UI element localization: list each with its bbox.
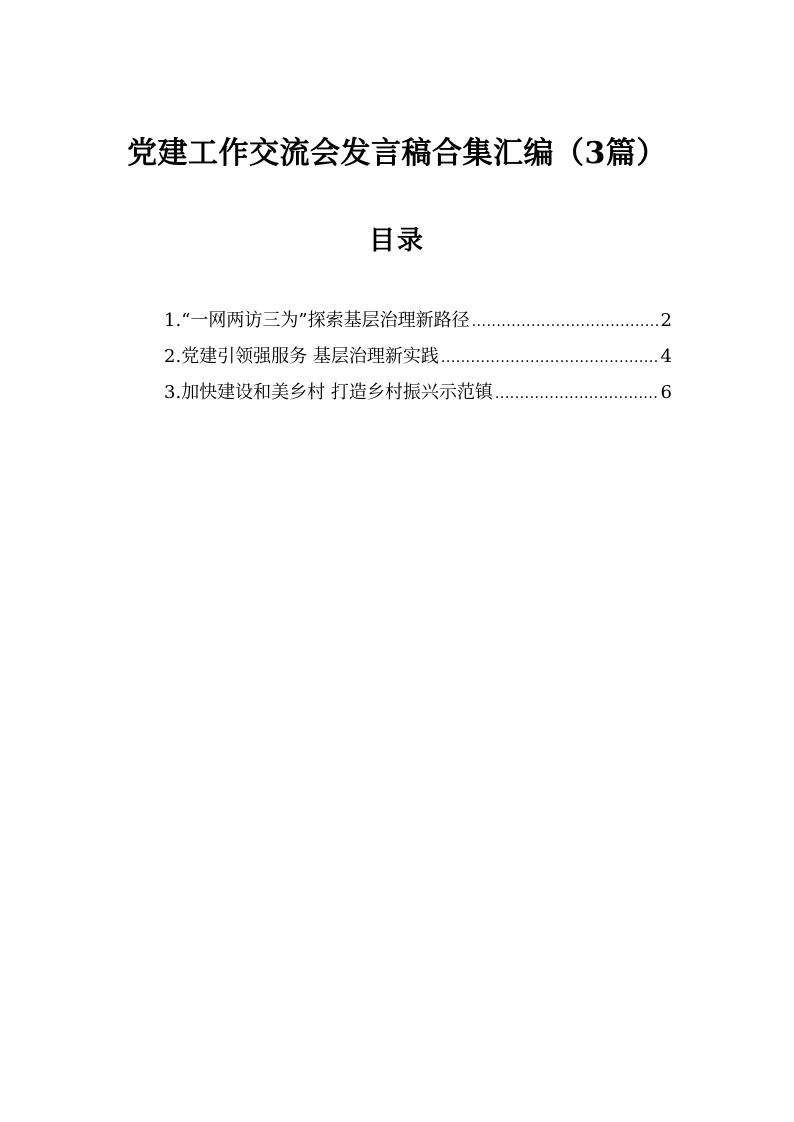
toc-entry-title: 党建引领强服务 基层治理新实践 (181, 346, 439, 367)
document-title: 党建工作交流会发言稿合集汇编（3篇） (127, 136, 667, 171)
toc-entry-title: “一网两访三为”探索基层治理新路径 (181, 310, 470, 331)
toc-entry-2[interactable] (164, 342, 672, 378)
toc-entry-number: 1. (164, 310, 182, 331)
toc-entry-title: 加快建设和美乡村 打造乡村振兴示范镇 (181, 382, 493, 403)
toc-entry-page: 2 (660, 310, 672, 331)
toc-entry-1[interactable] (164, 306, 672, 342)
table-of-contents (164, 306, 672, 414)
toc-heading: 目录 (368, 226, 425, 256)
toc-entry-page: 4 (660, 346, 672, 367)
toc-entry-3[interactable] (164, 378, 672, 414)
toc-entry-number: 2. (164, 346, 182, 367)
toc-entry-number: 3. (164, 382, 182, 403)
toc-dot-leader (495, 379, 659, 409)
toc-entry-page: 6 (660, 382, 672, 403)
toc-dot-leader (441, 343, 659, 373)
toc-dot-leader (472, 307, 659, 337)
